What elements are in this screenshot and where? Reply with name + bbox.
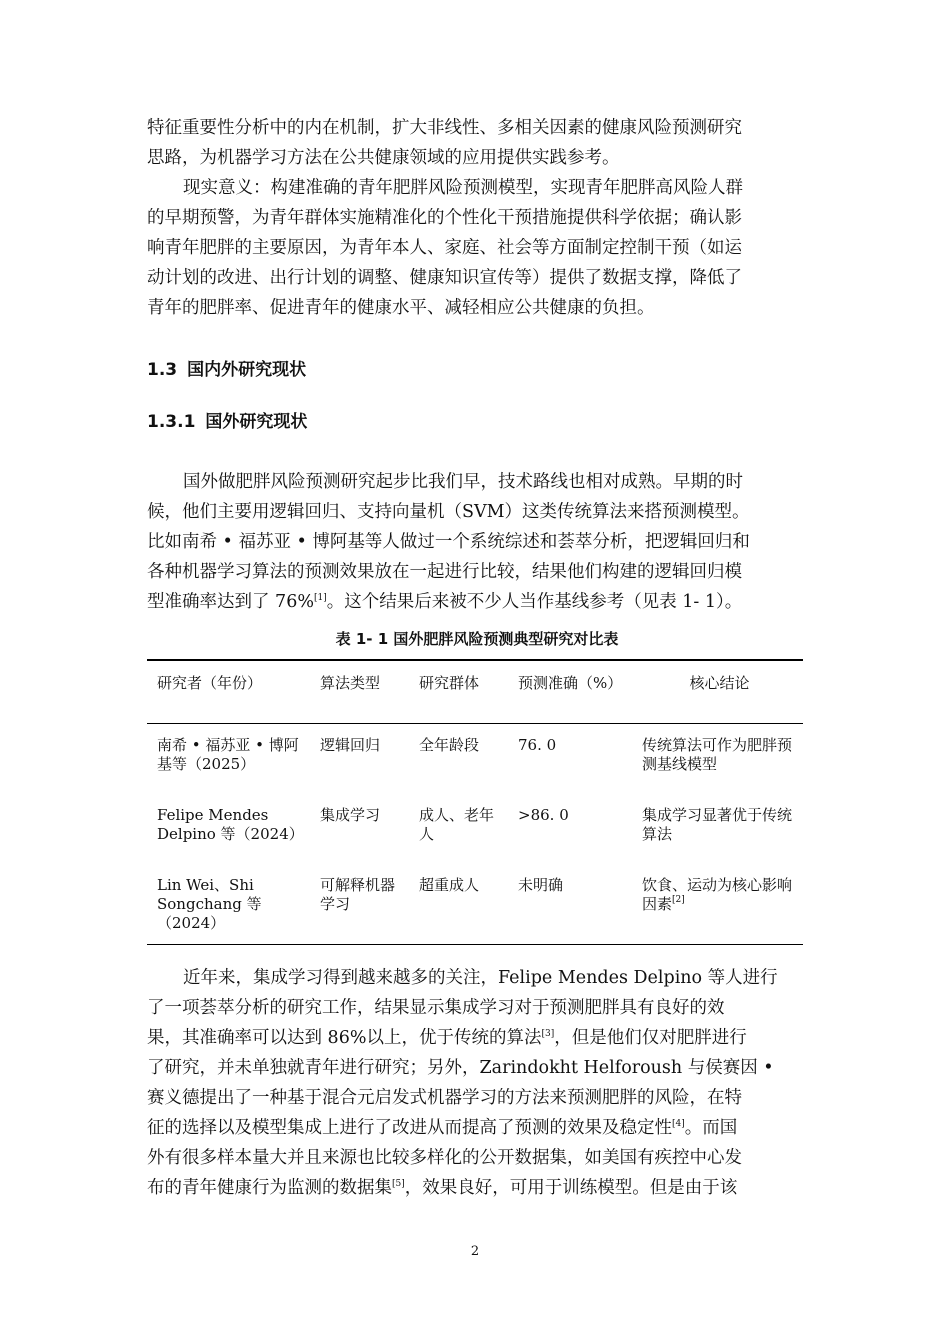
text-line: 动计划的改进、出行计划的调整、健康知识宣传等）提供了数据支撑，降低了 <box>147 268 742 288</box>
text-line: 了研究，并未单独就青年进行研究；另外，Zarindokht Helforoush 与侯赛因 • <box>147 1058 774 1078</box>
text-line: 果，其准确率可以达到 86%以上，优于传统的算法[3]，但是他们仅对肥胖进行 <box>147 1028 747 1048</box>
table-cell: 未明确 <box>508 864 632 945</box>
table-cell: 全年龄段 <box>419 736 480 754</box>
column-header: 预测准确（%） <box>508 660 632 724</box>
text-line: 布的青年健康行为监测的数据集[5]，效果良好，可用于训练模型。但是由于该 <box>147 1178 738 1198</box>
table-cell: 南希 • 福苏亚 • 博阿基等（2025） <box>157 736 299 773</box>
citation: [2] <box>672 895 685 905</box>
table-cell: 饮食、运动为核心影响因素[2] <box>632 864 803 945</box>
text-line: 现实意义：构建准确的青年肥胖风险预测模型，实现青年肥胖高风险人群 <box>183 178 743 198</box>
text-line: 比如南希 • 福苏亚 • 博阿基等人做过一个系统综述和荟萃分析，把逻辑回归和 <box>147 532 750 552</box>
column-header: 算法类型 <box>310 660 409 724</box>
section-heading <box>147 355 306 380</box>
table-row <box>147 724 803 795</box>
column-header: 核心结论 <box>632 660 803 724</box>
subsection-number: 1.3.1 <box>147 412 196 432</box>
comparison-table <box>147 659 803 945</box>
citation: [3] <box>541 1029 555 1039</box>
text-line: 响青年肥胖的主要原因，为青年本人、家庭、社会等方面制定控制干预（如运 <box>147 238 742 258</box>
citation: [5] <box>392 1179 405 1189</box>
section-title: 国内外研究现状 <box>187 360 307 380</box>
table-header-row <box>147 660 803 724</box>
text-line: 近年来，集成学习得到越来越多的关注，Felipe Mendes Delpino 等人进行 <box>183 968 778 988</box>
text-line: 青年的肥胖率、促进青年的健康水平、减轻相应公共健康的负担。 <box>147 298 655 318</box>
table-cell: 逻辑回归 <box>320 736 381 754</box>
table-row <box>147 794 803 864</box>
text-line: 型准确率达到了 76%[1]。这个结果后来被不少人当作基线参考（见表 1- 1）。 <box>147 592 743 612</box>
table-cell: 超重成人 <box>409 864 508 945</box>
column-header: 研究群体 <box>409 660 508 724</box>
column-header: 研究者（年份） <box>147 660 310 724</box>
table-cell: 可解释机器学习 <box>310 864 409 945</box>
table-cell: 集成学习显著优于传统算法 <box>642 806 793 843</box>
text-line: 了一项荟萃分析的研究工作，结果显示集成学习对于预测肥胖具有良好的效 <box>147 998 725 1018</box>
text-line: 特征重要性分析中的内在机制，扩大非线性、多相关因素的健康风险预测研究 <box>147 118 742 138</box>
page-number: 2 <box>470 1244 480 1259</box>
text-line: 各种机器学习算法的预测效果放在一起进行比较，结果他们构建的逻辑回归模 <box>147 562 742 582</box>
table-row <box>147 864 803 945</box>
foreign-research-paragraph <box>147 467 807 617</box>
text-line: 的早期预警，为青年群体实施精准化的个性化干预措施提供科学依据；确认影 <box>147 208 742 228</box>
table-cell: Lin Wei、Shi Songchang 等（2024） <box>147 864 310 945</box>
section-number: 1.3 <box>147 360 178 380</box>
text-line: 征的选择以及模型集成上进行了改进从而提高了预测的效果及稳定性[4]。而国 <box>147 1118 738 1138</box>
citation: [4] <box>672 1119 685 1129</box>
text-line: 外有很多样本量大并且来源也比较多样化的公开数据集，如美国有疾控中心发 <box>147 1148 742 1168</box>
table-cell: 76. 0 <box>518 736 557 754</box>
subsection-heading <box>147 407 307 432</box>
subsection-title: 国外研究现状 <box>205 412 308 432</box>
table-cell: 集成学习 <box>320 806 381 824</box>
text-line: 思路，为机器学习方法在公共健康领域的应用提供实践参考。 <box>147 148 620 168</box>
table-cell: >86. 0 <box>518 806 569 824</box>
text-line: 赛义德提出了一种基于混合元启发式机器学习的方法来预测肥胖的风险，在特 <box>147 1088 742 1108</box>
intro-paragraph <box>147 113 807 173</box>
table-cell: 传统算法可作为肥胖预测基线模型 <box>642 736 793 773</box>
table-cell: Felipe Mendes Delpino 等（2024） <box>157 806 304 843</box>
text-line: 国外做肥胖风险预测研究起步比我们早，技术路线也相对成熟。早期的时 <box>183 472 743 492</box>
ensemble-learning-paragraph <box>147 963 807 1203</box>
text-line: 候，他们主要用逻辑回归、支持向量机（SVM）这类传统算法来搭预测模型。 <box>147 502 750 522</box>
table-cell: 成人、老年人 <box>419 806 495 843</box>
significance-paragraph <box>147 173 807 323</box>
table-caption: 表 1- 1 国外肥胖风险预测典型研究对比表 <box>335 630 619 648</box>
citation: [1] <box>313 593 327 603</box>
